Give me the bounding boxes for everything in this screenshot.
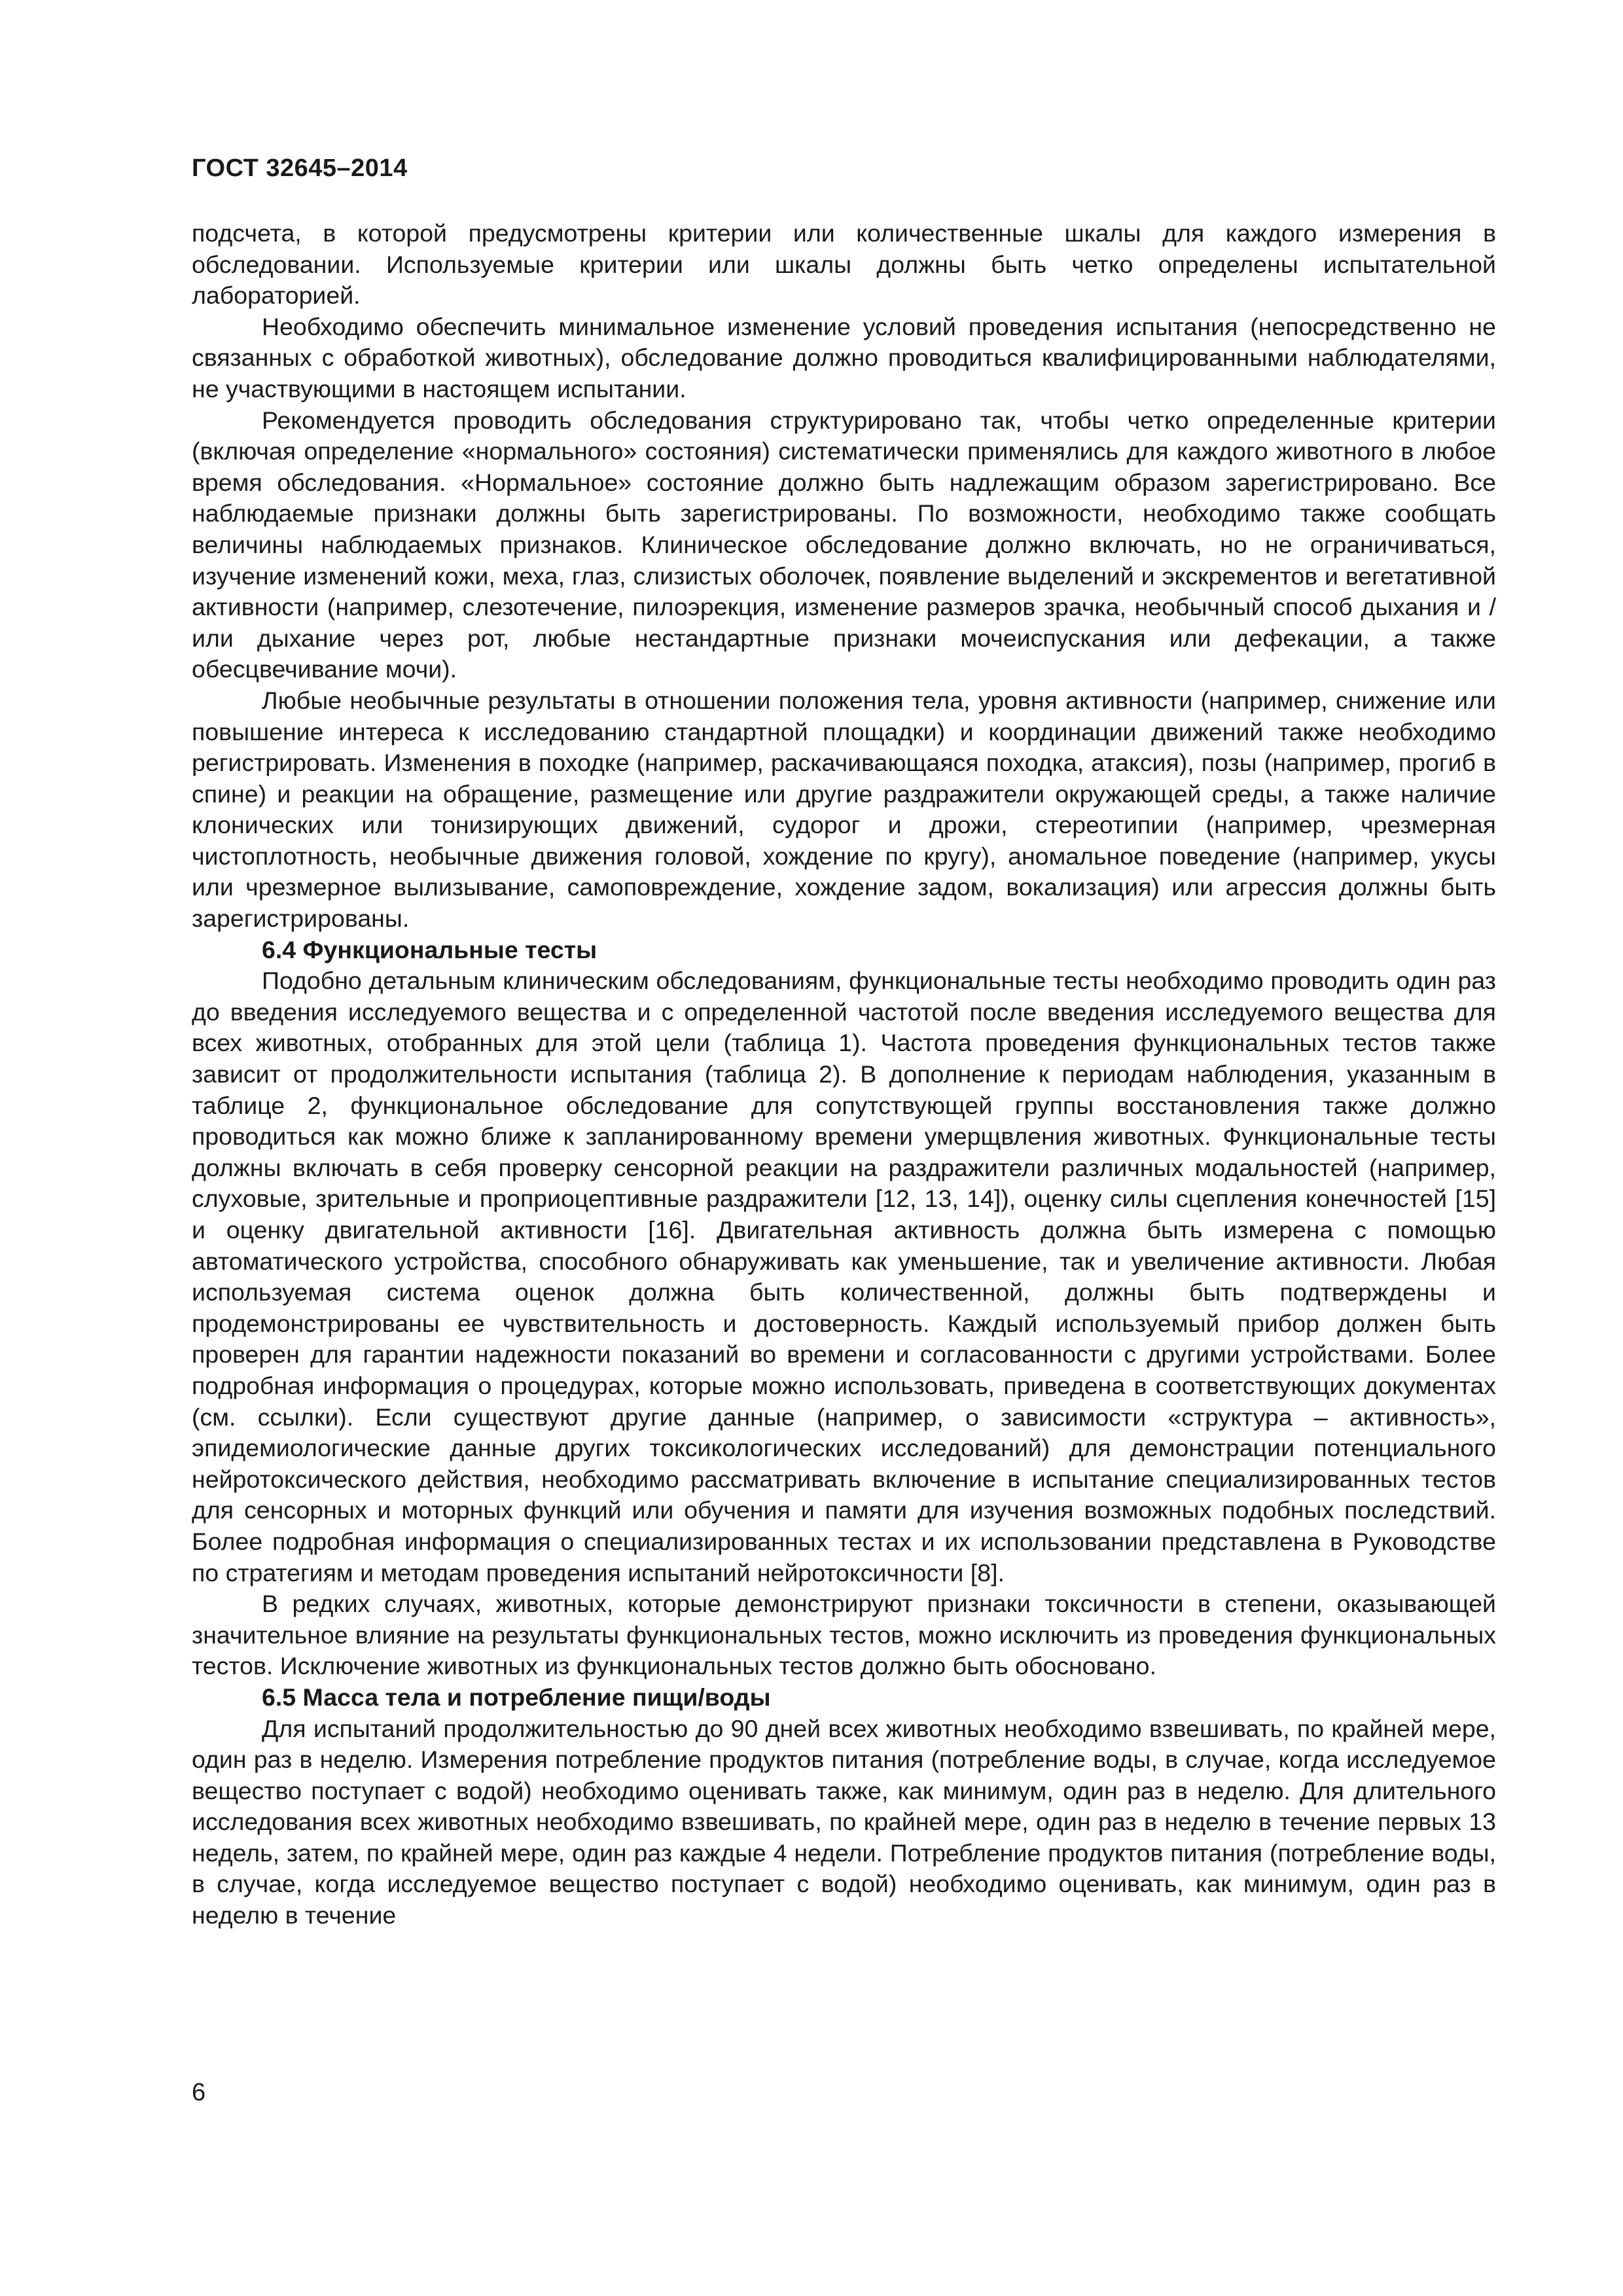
paragraph: Любые необычные результаты в отношении положения тела, уровня активности (например, снижение или повышение интереса к исследованию стандартной площадки) и координации движений также необходимо регистрировать. Изменения в походке (например, раскачивающаяся походка, атаксия), позы (например, прогиб в спине) и реакции на обращение, размещение или другие раздражители окружающей среды, а также наличие клонических или тонизирующих движений, судорог и дрожи, стереотипии (например, чрезмерная чистоплотность, необычные движения головой, хождение по кругу), аномальное поведение (например, укусы или чрезмерное вылизывание, самоповреждение, хождение задом, вокализация) или агрессия должны быть зарегистрированы. <box>192 686 1496 933</box>
paragraph: Необходимо обеспечить минимальное изменение условий проведения испытания (непосредственно не связанных с обработкой животных), обследование должно проводиться квалифицированными наблюдателями, не участвующими в настоящем испытании. <box>192 312 1496 403</box>
paragraph-continuation: подсчета, в которой предусмотрены критерии или количественные шкалы для каждого измерения в обследовании. Используемые критерии или шкалы должны быть четко определены испытательной лабораторией. <box>192 219 1496 310</box>
document-body <box>192 218 1496 1931</box>
paragraph: Рекомендуется проводить обследования структурировано так, чтобы четко определенные критерии (включая определение «нормального» состояния) систематически применялись для каждого животного в любое время обследования. «Нормальное» состояние должно быть надлежащим образом зарегистрировано. Все наблюдаемые признаки должны быть зарегистрированы. По возможности, необходимо также сообщать величины наблюдаемых признаков. Клиническое обследование должно включать, но не ограничиваться, изучение изменений кожи, меха, глаз, слизистых оболочек, появление выделений и экскрементов и вегетативной активности (например, слезотечение, пилоэрекция, изменение размеров зрачка, необычный способ дыхания и / или дыхание через рот, любые нестандартные признаки мочеиспускания или дефекации, а также обесцвечивание мочи). <box>192 406 1496 683</box>
section-heading-6-4: 6.4 Функциональные тесты <box>262 935 597 963</box>
paragraph: Подобно детальным клиническим обследованиям, функциональные тесты необходимо проводить один раз до введения исследуемого вещества и с определенной частотой после введения исследуемого вещества для всех животных, отобранных для этой цели (таблица 1). Частота проведения функциональных тестов также зависит от продолжительности испытания (таблица 2). В дополнение к периодам наблюдения, указанным в таблице 2, функциональное обследование для сопутствующей группы восстановления также должно проводиться как можно ближе к запланированному времени умерщвления животных. Функциональные тесты должны включать в себя проверку сенсорной реакции на раздражители различных модальностей (например, слуховые, зрительные и проприоцептивные раздражители [12, 13, 14]), оценку силы сцепления конечностей [15] и оценку двигательной активности [16]. Двигательная активность должна быть измерена с помощью автоматического устройства, способного обнаруживать как уменьшение, так и увеличение активности. Любая используемая система оценок должна быть количественной, должны быть подтверждены и продемонстрированы ее чувствительность и достоверность. Каждый используемый прибор должен быть проверен для гарантии надежности показаний во времени и согласованности с другими устройствами. Более подробная информация о процедурах, которые можно использовать, приведена в соответствующих документах (см. ссылки). Если существуют другие данные (например, о зависимости «структура – активность», эпидемиологические данные других токсикологических исследований) для демонстрации потенциального нейротоксического действия, необходимо рассматривать включение в испытание специализированных тестов для сенсорных и моторных функций или обучения и памяти для изучения возможных подобных последствий. Более подробная информация о специализированных тестах и их использовании представлена в Руководстве по стратегиям и методам проведения испытаний нейротоксичности [8]. <box>192 967 1496 1587</box>
standard-id-header: ГОСТ 32645–2014 <box>192 154 408 182</box>
section-heading-6-5: 6.5 Масса тела и потребление пищи/воды <box>262 1683 771 1711</box>
paragraph: В редких случаях, животных, которые демонстрируют признаки токсичности в степени, оказывающей значительное влияние на результаты функциональных тестов, можно исключить из проведения функциональных тестов. Исключение животных из функциональных тестов должно быть обосновано. <box>192 1590 1496 1680</box>
paragraph: Для испытаний продолжительностью до 90 дней всех животных необходимо взвешивать, по крайней мере, один раз в неделю. Измерения потребление продуктов питания (потребление воды, в случае, когда исследуемое вещество поступает с водой) необходимо оценивать также, как минимум, один раз в неделю. Для длительного исследования всех животных необходимо взвешивать, по крайней мере, один раз в неделю в течение первых 13 недель, затем, по крайней мере, один раз каждые 4 недели. Потребление продуктов питания (потребление воды, в случае, когда исследуемое вещество поступает с водой) необходимо оценивать, как минимум, один раз в неделю в течение <box>192 1714 1496 1929</box>
page-number: 6 <box>192 2079 206 2106</box>
